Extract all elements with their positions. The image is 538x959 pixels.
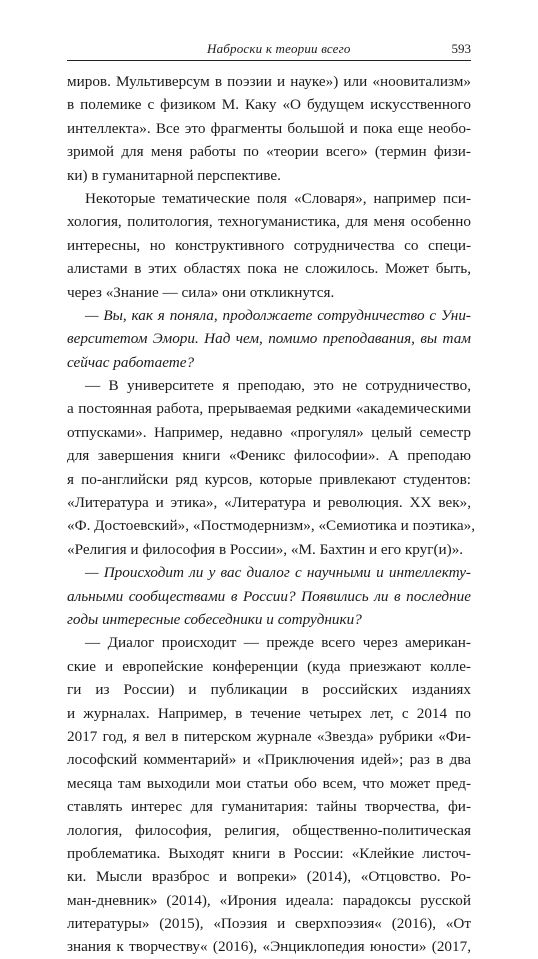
text-line: «Литература и этика», «Литература и революция. XX век», [67,494,471,512]
text-line: для завершения книги «Феникс философии». А преподаю [67,447,471,465]
text-line: интересны, но конструктивного сотрудничества со специ- [67,236,471,254]
text-line: ские и европейские конференции (куда приезжают колле- [67,657,471,675]
text-line: а постоянная работа, прерываемая редкими «академическими [67,400,471,418]
text-line: миров. Мультиверсум в поэзии и науке») или «ноовитализм» [67,73,471,90]
text-line: знания к творчеству« (2016), «Энциклопедия юности» (2017, [67,938,471,956]
text-line: я по-английски ряд курсов, которые привлекают студентов: [67,470,471,488]
text-line: и журналах. Например, в течение четырех лет, с 2014 по [67,704,471,722]
text-line: хология, политология, техногуманистика, для меня особенно [67,213,471,231]
text-line: алистами в этих областях пока не сложилось. Может быть, [67,260,471,278]
body-text [67,70,476,959]
question-line: альными сообществами в России? Появились ли в последние [67,587,471,605]
text-line: ги из России) и публикации в российских изданиях [67,681,471,699]
text-line: в полемике с физиком М. Каку «О будущем искусственного [67,96,471,114]
text-line: отпусками». Например, недавно «прогулял» целый семестр [67,423,471,441]
text-line: литературы» (2015), «Поэзия и сверхпоэзия« (2016), «От [67,915,471,933]
text-line: лософский комментарий» и «Приключения идей»; раз в два [67,751,471,769]
text-line: — Диалог происходит — прежде всего через американ- [85,634,471,652]
text-line: ки) в гуманитарной перспективе. [67,166,281,184]
text-line: лология, философия, религия, общественно-политическая [67,821,471,839]
question-line: — Вы, как я поняла, продолжаете сотрудничество с Уни- [85,306,471,324]
text-line: интеллекта». Все это фрагменты большой и пока еще необо- [67,119,471,137]
question-line: сейчас работаете? [67,353,195,371]
running-header [67,38,471,61]
text-line: ки. Мысли вразброс и вопреки» (2014), «Отцовство. Ро- [67,868,471,886]
text-line: зримой для меня работы по «теории всего» (термин физи- [67,143,471,161]
text-line: «Ф. Достоевский», «Постмодернизм», «Семиотика и поэтика», [67,517,476,535]
text-line: ставлять интерес для гуманитария: тайны творчества, фи- [67,798,471,816]
question-line: верситетом Эмори. Над чем, помимо преподавания, вы там [67,330,471,348]
text-line: через «Знание — сила» они откликнутся. [67,283,335,301]
text-line: проблематика. Выходят книги в России: «Клейкие листоч- [67,844,471,862]
running-head-title: Наброски к теории всего [207,41,351,56]
page-number: 593 [451,41,471,56]
text-line: «Религия и философия в России», «М. Бахтин и его круг(и)». [67,540,464,558]
text-line: Некоторые тематические поля «Словаря», например пси- [85,189,471,207]
text-line: ман-дневник» (2014), «Ирония идеала: парадоксы русской [67,891,471,909]
text-line: — В университете я преподаю, это не сотрудничество, [85,377,471,395]
text-line: 2017 год, я вел в питерском журнале «Звезда» рубрики «Фи- [67,727,471,745]
text-line: месяца там выходили мои статьи обо всем, что может пред- [67,774,471,792]
question-line: годы интересные собеседники и сотрудники? [67,610,362,628]
question-line: — Происходит ли у вас диалог с научными и интеллекту- [85,564,471,582]
